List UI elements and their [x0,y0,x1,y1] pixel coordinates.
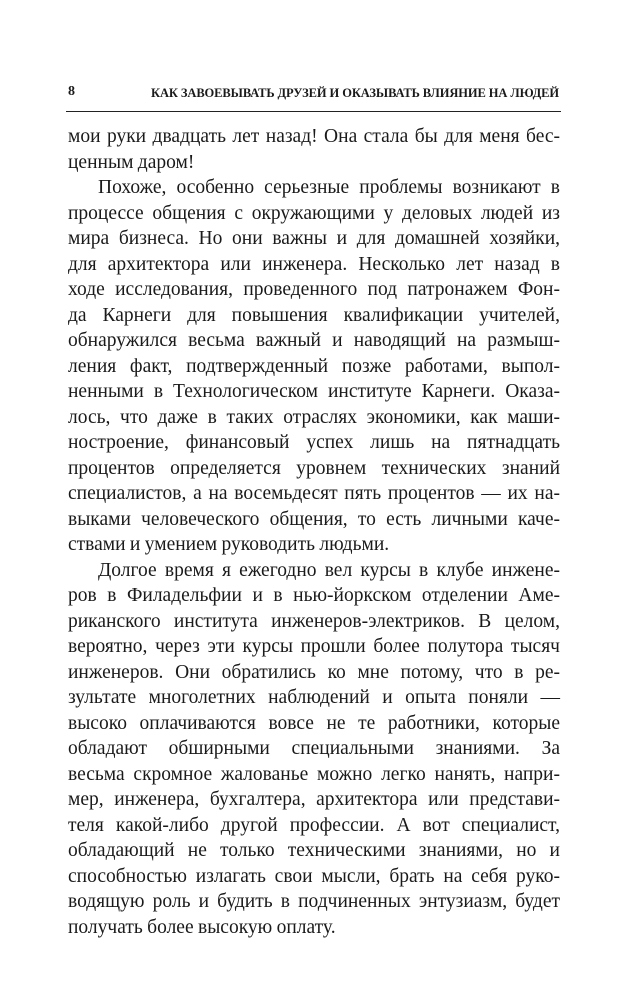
paragraph-1 [68,124,560,175]
text-line: мира бизнеса. Но они важны и для домашней хозяйки, [68,228,560,249]
text-line: ходе исследования, проведенного под патронажем Фон- [68,279,560,300]
text-line: обладающий не только техническими знаниями, но и [68,840,560,861]
text-line: лось, что даже в таких отраслях экономики, как маши- [68,406,560,428]
text-line: ров в Филадельфии и в нью-йоркском отделении Аме- [68,585,560,606]
text-line: Долгое время я ежегодно вел курсы в клубе инжене- [98,559,560,581]
paragraph-3 [68,558,560,941]
text-line: риканского института инженеров-электриков. В целом, [68,610,560,632]
text-line: способностью излагать свои мысли, брать на себя руко- [68,865,560,887]
text-line: мои руки двадцать лет назад! Она стала бы для меня бес- [68,126,560,147]
text-line: ностроение, финансовый успех лишь на пятнадцать [68,432,560,453]
header-rule [66,111,561,112]
text-line: для архитектора или инженера. Несколько лет назад в [68,253,560,275]
body-text [68,124,560,940]
text-line: получать более высокую оплату. [68,916,336,938]
text-line: высоко оплачиваются вовсе не те работники, которые [68,712,560,734]
page-number: 8 [68,84,76,99]
text-line: ненными в Технологическом институте Карнеги. Оказа- [68,381,560,402]
text-line: мер, инженера, бухгалтера, архитектора или представи- [68,789,560,810]
text-line: зультате многолетних наблюдений и опыта поняли — [68,687,560,708]
text-line: процентов определяется уровнем технических знаний [68,457,560,479]
text-line: вероятно, через эти курсы прошли более полутора тысяч [68,636,560,657]
text-line: ствами и умением руководить людьми. [68,534,390,555]
running-head: КАК ЗАВОЕВЫВАТЬ ДРУЗЕЙ И ОКАЗЫВАТЬ ВЛИЯНИЕ НА ЛЮДЕЙ [151,86,559,100]
text-line: Похоже, особенно серьезные проблемы возникают в [98,177,560,198]
text-line: да Карнеги для повышения квалификации учителей, [68,304,560,326]
text-line: весьма скромное жалованье можно легко нанять, напри- [68,763,560,785]
text-line: процессе общения с окружающими у деловых людей из [68,202,560,224]
text-line: обнаружился весьма важный и наводящий на размыш- [68,330,560,351]
text-line: ценным даром! [68,151,195,173]
text-line: специалистов, а на восемьдесят пять процентов — их на- [68,483,560,504]
text-line: теля какой-либо другой профессии. А вот специалист, [68,814,560,836]
text-line: инженеров. Они обратились ко мне потому, что в ре- [68,661,560,683]
paragraph-2 [68,175,560,558]
text-line: ления факт, подтвержденный позже работами, выпол- [68,355,560,377]
text-line: обладают обширными специальными знаниями. За [68,738,560,759]
text-line: выками человеческого общения, то есть личными каче- [68,508,560,530]
text-line: водящую роль и будить в подчиненных энтузиазм, будет [68,891,560,912]
